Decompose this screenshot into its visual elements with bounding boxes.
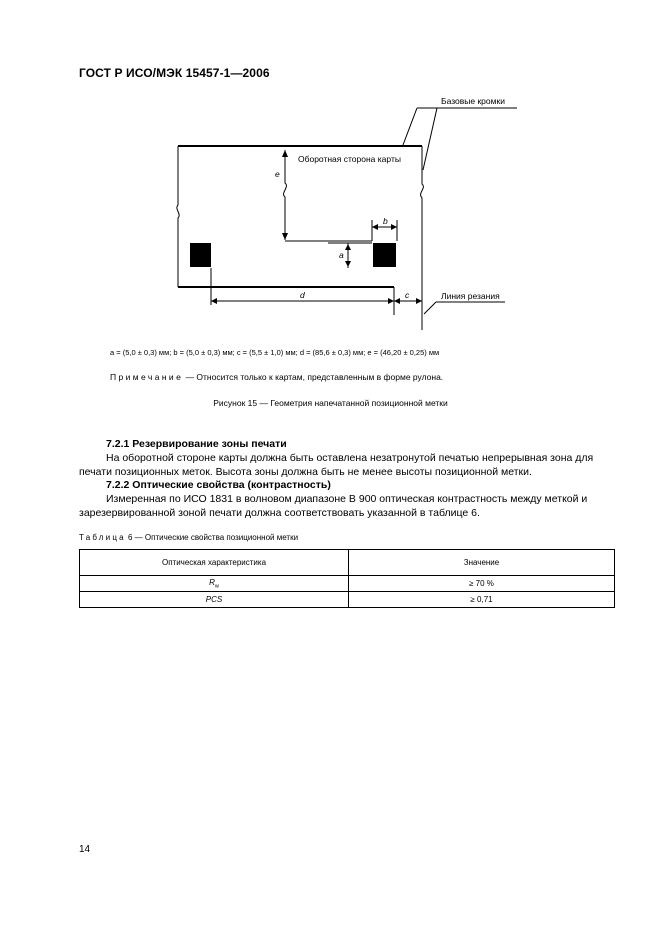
dimension-formula: a = (5,0 ± 0,3) мм; b = (5,0 ± 0,3) мм; c = (5,5 ± 1,0) мм; d = (85,6 ± 0,3) мм; e = (46,20 ± 0,25) мм: [110, 348, 440, 357]
back-side-label: Оборотная сторона карты: [298, 154, 401, 164]
cut-line: [421, 146, 424, 330]
table-cell-characteristic: $R_w$: [80, 576, 349, 592]
note-label: Примечание: [110, 372, 184, 382]
position-mark-figure: [0, 0, 661, 340]
page-header: ГОСТ Р ИСО/МЭК 15457-1—2006: [79, 66, 270, 80]
section-721-heading: 7.2.1 Резервирование зоны печати: [106, 438, 287, 450]
page-number: 14: [79, 844, 91, 855]
table-cell-characteristic: PCS: [80, 592, 349, 608]
table-title-label: Таблица: [79, 533, 126, 542]
optical-properties-table: [79, 549, 615, 608]
dim-c-label: c: [405, 290, 410, 300]
dim-e-line: [284, 150, 287, 240]
dim-b-label: b: [383, 216, 388, 226]
card-left-break: [177, 146, 179, 287]
table-cell-value: ≥ 0,71: [349, 592, 615, 608]
figure-caption: Рисунок 15 — Геометрия напечатанной позиционной метки: [213, 398, 448, 408]
table-title-rest: 6 — Оптические свойства позиционной метки: [125, 533, 299, 542]
table-header-characteristic: Оптическая характеристика: [80, 550, 349, 576]
dim-a-label: a: [339, 250, 344, 260]
figure-note: [110, 372, 443, 382]
dim-d-label: d: [300, 290, 305, 300]
base-edges-label: Базовые кромки: [441, 96, 505, 106]
table-header-value: Значение: [349, 550, 615, 576]
table-row: [80, 576, 615, 592]
position-mark-right: [373, 243, 396, 267]
table-cell-value: ≥ 70 %: [349, 576, 615, 592]
table-title: [79, 533, 298, 542]
table-header-row: [80, 550, 615, 576]
section-722-text: Измеренная по ИСО 1831 в волновом диапазоне В 900 оптическая контрастность между меткой и зарезервированной зоной печати должна соответствовать указанной в таблице 6.: [79, 493, 588, 519]
cut-line-label: Линия резания: [441, 291, 500, 301]
dim-e-label: e: [275, 169, 280, 179]
position-mark-left: [190, 243, 211, 267]
section-721-text: На оборотной стороне карты должна быть оставлена незатронутой печатью непрерывная зона для печати позиционных меток. Высота зоны должна быть не менее высоты позиционной метки.: [79, 452, 594, 478]
note-text: — Относится только к картам, представленным в форме рулона.: [183, 372, 444, 382]
table-row: [80, 592, 615, 608]
section-722-heading: 7.2.2 Оптические свойства (контрастность): [106, 479, 331, 491]
